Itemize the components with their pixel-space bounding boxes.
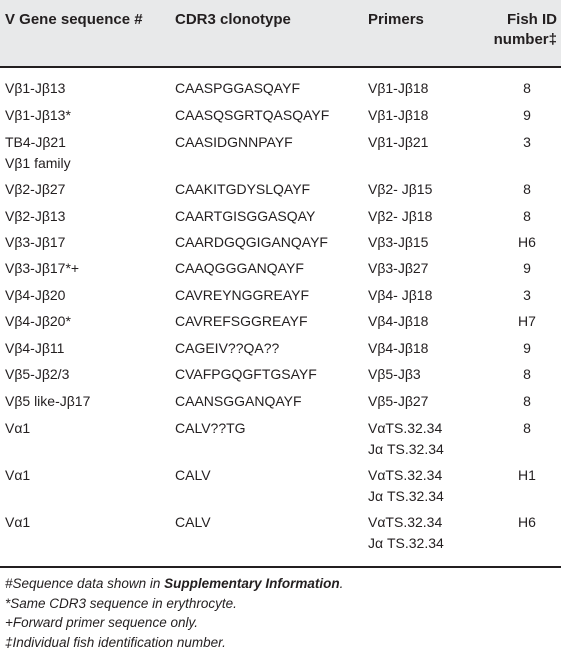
- cell-fish-id: [512, 465, 542, 486]
- cell-primers-line: Jα TS.32.34: [368, 535, 444, 551]
- cell-v-gene: [5, 364, 69, 385]
- cell-fish-id: [512, 258, 542, 279]
- cell-primers-line: Vβ3-Jβ27: [368, 260, 429, 276]
- cell-cdr3-line: CAVREFSGGREAYF: [175, 313, 308, 329]
- cell-cdr3: [175, 311, 308, 332]
- footnote-forward-primer: +Forward primer sequence only.: [5, 615, 198, 630]
- cell-cdr3: [175, 285, 309, 306]
- cell-primers: [368, 179, 432, 200]
- cell-cdr3: [175, 132, 293, 153]
- cell-fish-id-line: 8: [523, 393, 531, 409]
- cell-cdr3-line: CAASPGGASQAYF: [175, 80, 300, 96]
- cell-cdr3: [175, 512, 211, 533]
- cell-v-gene-line: Vβ4-Jβ11: [5, 340, 65, 356]
- cell-primers-line: Vβ2- Jβ18: [368, 208, 433, 224]
- cell-fish-id-line: H1: [518, 467, 536, 483]
- cell-primers: [368, 78, 428, 99]
- cell-primers: [368, 285, 432, 306]
- header-fish-id-line2: number‡: [493, 31, 557, 48]
- cell-fish-id-line: 3: [523, 134, 531, 150]
- cell-v-gene: [5, 132, 71, 174]
- cell-primers-line: Vβ2- Jβ15: [368, 181, 433, 197]
- cell-v-gene: [5, 311, 71, 332]
- cell-v-gene-line: Vβ4-Jβ20: [5, 287, 66, 303]
- cell-cdr3-line: CAAKITGDYSLQAYF: [175, 181, 311, 197]
- cell-fish-id-line: H6: [518, 234, 536, 250]
- footnote-sequence-end: .: [339, 576, 344, 591]
- cell-primers-line: Vβ5-Jβ27: [368, 393, 429, 409]
- header-v-gene: V Gene sequence #: [5, 11, 143, 28]
- cell-v-gene-line: Vβ1 family: [5, 155, 71, 171]
- cell-v-gene-line: Vα1: [5, 420, 31, 436]
- cell-fish-id: [512, 232, 542, 253]
- cell-fish-id: [512, 206, 542, 227]
- cell-cdr3: [175, 258, 304, 279]
- cell-v-gene: [5, 465, 30, 486]
- cell-v-gene-line: Vα1: [5, 514, 31, 530]
- cell-v-gene-line: TB4-Jβ21: [5, 134, 66, 150]
- cell-fish-id-line: 8: [523, 366, 531, 382]
- cell-fish-id-line: 9: [523, 107, 531, 123]
- cell-v-gene: [5, 105, 71, 126]
- cell-cdr3: [175, 465, 211, 486]
- cell-v-gene: [5, 418, 30, 439]
- cell-fish-id-line: 9: [523, 340, 531, 356]
- cell-fish-id-line: 8: [523, 181, 531, 197]
- cell-v-gene-line: Vβ4-Jβ20*: [5, 313, 71, 329]
- cell-fish-id: [512, 285, 542, 306]
- cell-fish-id-line: H7: [518, 313, 536, 329]
- cell-v-gene: [5, 285, 65, 306]
- header-cdr3: CDR3 clonotype: [175, 11, 291, 28]
- cell-primers-line: Vβ3-Jβ15: [368, 234, 429, 250]
- cell-cdr3-line: CAARTGISGGASQAY: [175, 208, 316, 224]
- cell-cdr3-line: CVAFPGQGFTGSAYF: [175, 366, 317, 382]
- footnote-sequence: [5, 574, 343, 594]
- cell-primers-line: Vβ1-Jβ21: [368, 134, 429, 150]
- cell-primers: [368, 512, 444, 554]
- cell-v-gene-line: Vβ2-Jβ27: [5, 181, 66, 197]
- cell-v-gene-line: Vβ2-Jβ13: [5, 208, 66, 224]
- cell-v-gene: [5, 512, 30, 533]
- cell-cdr3: [175, 418, 246, 439]
- cell-v-gene-line: Vβ5 like-Jβ17: [5, 393, 91, 409]
- cell-primers: [368, 232, 428, 253]
- cell-primers-line: Vβ4- Jβ18: [368, 287, 433, 303]
- cell-cdr3-line: CAASIDGNNPAYF: [175, 134, 293, 150]
- cell-fish-id-line: 3: [523, 287, 531, 303]
- cell-cdr3: [175, 105, 329, 126]
- footnote-fish-id: ‡Individual fish identification number.: [5, 634, 226, 650]
- cell-cdr3: [175, 391, 302, 412]
- cell-primers-line: Vβ5-Jβ3: [368, 366, 421, 382]
- cell-cdr3-line: CAGEIV??QA??: [175, 340, 280, 356]
- cell-primers: [368, 132, 428, 153]
- cell-v-gene: [5, 338, 64, 359]
- cell-cdr3-line: CAASQSGRTQASQAYF: [175, 107, 330, 123]
- cell-cdr3-line: CAAQGGGANQAYF: [175, 260, 304, 276]
- cell-cdr3: [175, 338, 279, 359]
- cell-cdr3: [175, 232, 328, 253]
- cell-primers-line: VαTS.32.34: [368, 467, 443, 483]
- cell-fish-id: [512, 132, 542, 153]
- cell-cdr3-line: CAARDGQGIGANQAYF: [175, 234, 328, 250]
- cell-v-gene: [5, 258, 79, 279]
- cell-fish-id-line: 8: [523, 420, 531, 436]
- cell-v-gene: [5, 206, 65, 227]
- cell-primers: [368, 418, 444, 460]
- header-primers: Primers: [368, 11, 424, 28]
- footnote-erythrocyte: *Same CDR3 sequence in erythrocyte.: [5, 595, 237, 611]
- cell-fish-id-line: 8: [523, 208, 531, 224]
- cell-fish-id: [512, 338, 542, 359]
- cell-fish-id: [512, 418, 542, 439]
- cell-primers: [368, 206, 432, 227]
- cell-primers: [368, 258, 428, 279]
- cell-primers-line: Vβ1-Jβ18: [368, 107, 429, 123]
- footnote-sequence-text: #Sequence data shown in: [5, 576, 165, 591]
- cell-cdr3: [175, 179, 310, 200]
- footer-rule: [0, 566, 561, 568]
- cell-v-gene: [5, 78, 65, 99]
- cell-primers: [368, 465, 444, 507]
- cell-fish-id: [512, 78, 542, 99]
- cell-v-gene-line: Vβ5-Jβ2/3: [5, 366, 70, 382]
- cell-fish-id: [512, 391, 542, 412]
- cell-cdr3: [175, 364, 317, 385]
- cell-cdr3-line: CALV: [175, 514, 211, 530]
- cell-fish-id: [512, 105, 542, 126]
- table-header: [0, 0, 561, 66]
- cell-primers-line: Vβ4-Jβ18: [368, 340, 429, 356]
- cell-primers-line: Vβ1-Jβ18: [368, 80, 429, 96]
- cell-v-gene-line: Vβ1-Jβ13*: [5, 107, 71, 123]
- cell-v-gene: [5, 232, 65, 253]
- cell-cdr3: [175, 78, 300, 99]
- cell-cdr3-line: CAVREYNGGREAYF: [175, 287, 310, 303]
- cell-v-gene: [5, 391, 90, 412]
- cell-primers: [368, 338, 428, 359]
- cell-cdr3-line: CALV??TG: [175, 420, 246, 436]
- cell-primers-line: Jα TS.32.34: [368, 488, 444, 504]
- cell-v-gene-line: Vβ3-Jβ17*+: [5, 260, 80, 276]
- cell-fish-id: [512, 512, 542, 533]
- cell-fish-id-line: H6: [518, 514, 536, 530]
- cell-cdr3-line: CAANSGGANQAYF: [175, 393, 302, 409]
- cell-primers-line: VαTS.32.34: [368, 420, 443, 436]
- cell-primers-line: Jα TS.32.34: [368, 441, 444, 457]
- header-fish-id: [477, 10, 557, 50]
- cell-cdr3: [175, 206, 315, 227]
- footnote-supplementary-link: Supplementary Information: [164, 576, 340, 591]
- cell-cdr3-line: CALV: [175, 467, 211, 483]
- cell-fish-id-line: 8: [523, 80, 531, 96]
- cell-v-gene-line: Vβ3-Jβ17: [5, 234, 66, 250]
- cell-primers: [368, 311, 428, 332]
- cell-fish-id: [512, 364, 542, 385]
- cell-primers: [368, 364, 421, 385]
- footnotes: [5, 574, 343, 652]
- cell-v-gene-line: Vβ1-Jβ13: [5, 80, 66, 96]
- cell-fish-id: [512, 179, 542, 200]
- cell-v-gene-line: Vα1: [5, 467, 31, 483]
- header-fish-id-line1: Fish ID: [506, 11, 557, 28]
- cell-primers-line: VαTS.32.34: [368, 514, 443, 530]
- cell-primers-line: Vβ4-Jβ18: [368, 313, 429, 329]
- header-rule: [0, 66, 561, 68]
- cell-primers: [368, 105, 428, 126]
- cell-primers: [368, 391, 428, 412]
- cell-fish-id-line: 9: [523, 260, 531, 276]
- cell-v-gene: [5, 179, 65, 200]
- cell-fish-id: [512, 311, 542, 332]
